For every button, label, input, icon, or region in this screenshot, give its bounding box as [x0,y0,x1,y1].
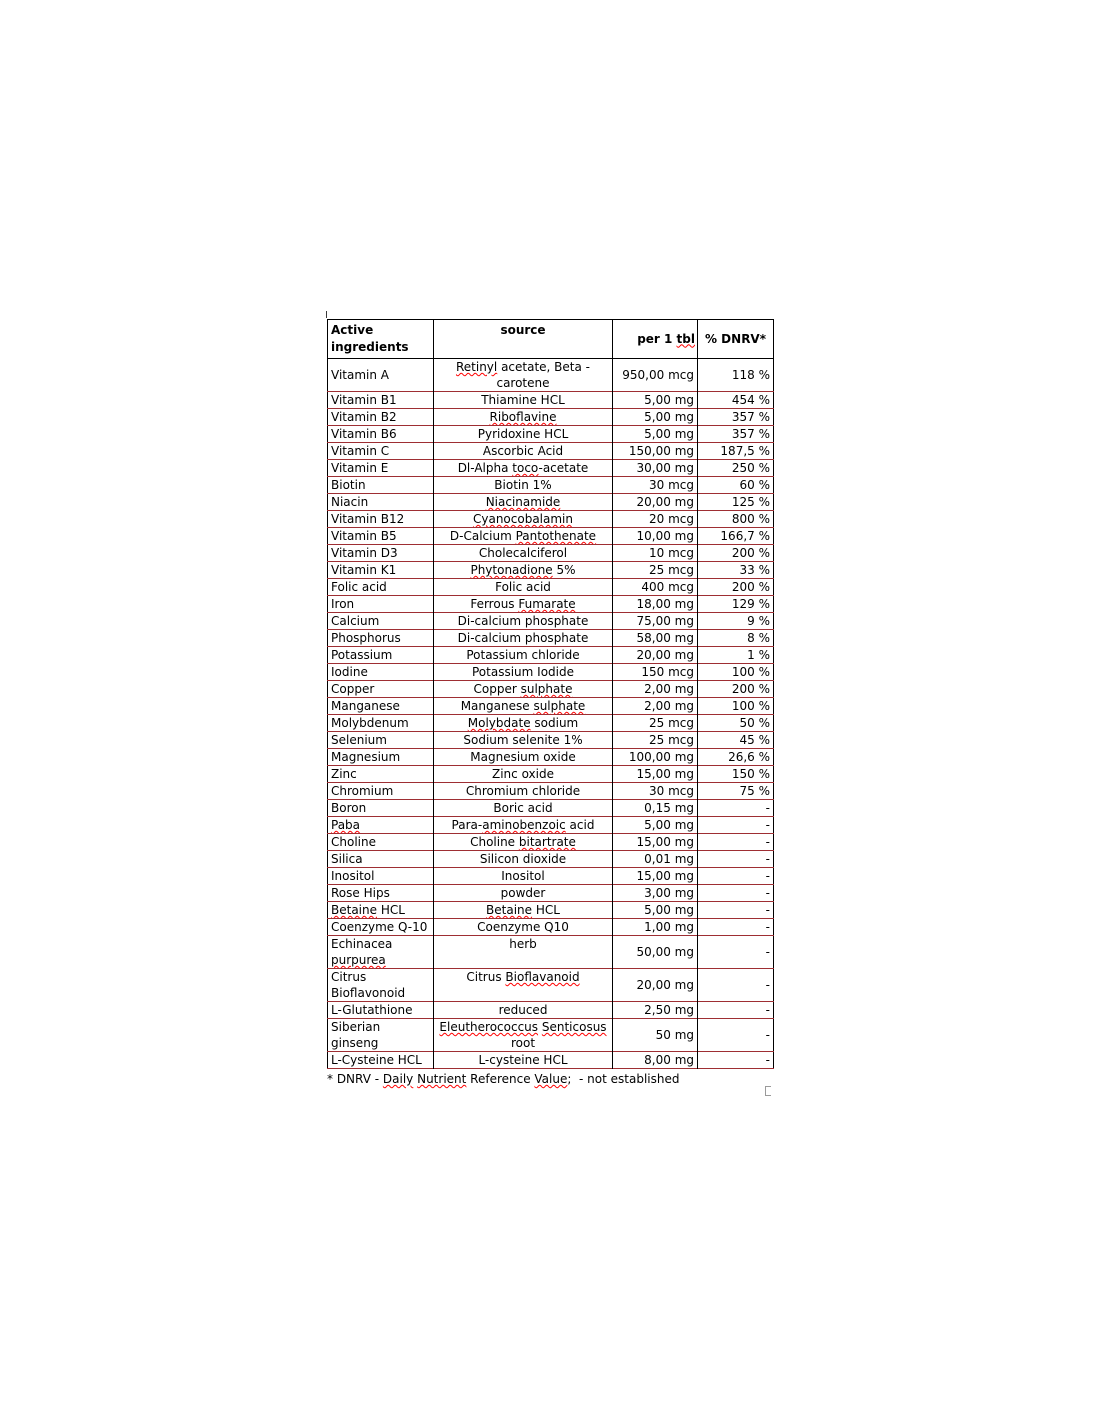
spellcheck-underline: Retinyl [455,360,498,374]
spellcheck-underline: Pantothenate [515,529,597,543]
source-cell: Choline bitartrate [434,834,613,851]
table-row [328,545,774,562]
ingredient-name-cell: Betaine HCL [331,903,405,917]
ingredient-name-cell [328,817,434,834]
source-cell: D-Calcium Pantothenate [434,528,613,545]
amount-cell: 20 mcg [613,511,698,528]
source-cell: Inositol [434,868,613,885]
spellcheck-underline: Senticosus [541,1020,607,1034]
source-cell: Zinc oxide [434,766,613,783]
dnrv-cell: - [698,851,774,868]
spellcheck-underline: Eleutherococcus [439,1020,539,1034]
table-row [328,885,774,902]
ingredient-name-cell: L-Glutathione [331,1003,413,1017]
source-cell [434,409,613,426]
ingredient-name-cell: Vitamin E [331,461,389,475]
ingredient-name-cell: Iron [331,597,355,611]
source-cell: Manganese sulphate [434,698,613,715]
source-cell: Potassium Iodide [434,664,613,681]
ingredient-name-cell: Vitamin B1 [331,393,397,407]
table-row [328,1052,774,1069]
source-cell: Chromium chloride [434,783,613,800]
dnrv-cell: - [698,936,774,969]
table-row [328,359,774,392]
amount-cell: 5,00 mg [613,426,698,443]
source-cell: Cholecalciferol [434,545,613,562]
table-row [328,817,774,834]
table-row [328,409,774,426]
source-cell [434,494,613,511]
table-row [328,511,774,528]
table-row [328,698,774,715]
source-cell: Di-calcium phosphate [434,613,613,630]
source-cell: Retinyl acetate, Beta - carotene [434,359,613,392]
ingredient-name-cell: Phosphorus [331,631,401,645]
amount-cell: 3,00 mg [613,885,698,902]
nutrition-table-sheet [327,319,773,1087]
dnrv-cell: 100 % [698,664,774,681]
nutrition-facts-table [327,319,774,1069]
spellcheck-underline: Daily [382,1072,414,1086]
dnrv-cell: - [698,885,774,902]
source-cell: Para-aminobenzoic acid [434,817,613,834]
amount-cell: 0,01 mg [613,851,698,868]
amount-cell: 30 mcg [613,783,698,800]
amount-cell: 150 mcg [613,664,698,681]
dnrv-cell: - [698,919,774,936]
spellcheck-underline: Betaine [331,903,377,917]
dnrv-cell: 200 % [698,579,774,596]
source-cell: Sodium selenite 1% [434,732,613,749]
table-row [328,1002,774,1019]
table-row [328,868,774,885]
amount-cell: 30,00 mg [613,460,698,477]
source-cell: Betaine HCL [434,902,613,919]
amount-cell: 1,00 mg [613,919,698,936]
source-cell: Silicon dioxide [434,851,613,868]
spellcheck-underline: Niacinamide [485,495,561,509]
table-row [328,919,774,936]
dnrv-cell: 200 % [698,545,774,562]
dnrv-cell: 118 % [698,359,774,392]
table-row [328,426,774,443]
amount-cell: 150,00 mg [613,443,698,460]
source-cell: Molybdate sodium [434,715,613,732]
table-header-row [328,320,774,359]
dnrv-cell: 454 % [698,392,774,409]
dnrv-cell: 357 % [698,426,774,443]
amount-cell: 20,00 mg [613,647,698,664]
spellcheck-underline: Nutrient [417,1072,467,1086]
amount-cell: 25 mcg [613,562,698,579]
header-percent-dnrv: % DNRV* [698,320,774,359]
ingredient-name-cell: Niacin [331,495,369,509]
dnrv-cell: 9 % [698,613,774,630]
table-row [328,528,774,545]
ingredient-name-cell: Vitamin B5 [331,529,397,543]
source-cell: Dl-Alpha toco-acetate [434,460,613,477]
spellcheck-underline: aminobenzoic [482,818,566,832]
ingredient-name-cell: Molybdenum [331,716,409,730]
source-cell: Boric acid [434,800,613,817]
table-row [328,494,774,511]
spellcheck-underline: bitartrate [518,835,576,849]
amount-cell: 2,00 mg [613,698,698,715]
source-cell: powder [434,885,613,902]
ingredient-name-cell: Calcium [331,614,380,628]
dnrv-cell: - [698,969,774,1002]
source-cell: Potassium chloride [434,647,613,664]
source-cell: Citrus Bioflavanoid [434,969,613,1002]
amount-cell: 25 mcg [613,715,698,732]
dnrv-cell: 166,7 % [698,528,774,545]
amount-cell: 8,00 mg [613,1052,698,1069]
amount-cell: 15,00 mg [613,868,698,885]
ingredient-name-cell: Citrus Bioflavonoid [331,970,406,1000]
spellcheck-underline: Betaine [486,903,533,917]
spellcheck-underline: Value [534,1072,568,1086]
table-row [328,783,774,800]
ingredient-name-cell: Selenium [331,733,387,747]
ingredient-name-cell: Zinc [331,767,357,781]
dnrv-cell: - [698,817,774,834]
dnrv-cell: - [698,902,774,919]
amount-cell: 18,00 mg [613,596,698,613]
source-cell: Coenzyme Q10 [434,919,613,936]
source-cell: Folic acid [434,579,613,596]
spellcheck-underline: sulphate [520,682,573,696]
table-row [328,477,774,494]
ingredient-name-cell: Echinacea purpurea [331,937,393,967]
ingredient-name-cell: Iodine [331,665,368,679]
table-row [328,443,774,460]
source-cell: reduced [434,1002,613,1019]
amount-cell: 50 mg [613,1019,698,1052]
table-row [328,460,774,477]
amount-cell: 400 mcg [613,579,698,596]
dnrv-cell: 8 % [698,630,774,647]
table-row [328,392,774,409]
table-row [328,834,774,851]
scan-artifact-tick [326,311,327,318]
table-row [328,902,774,919]
ingredient-name-cell: Silica [331,852,363,866]
dnrv-cell: - [698,1019,774,1052]
table-row [328,647,774,664]
amount-cell: 5,00 mg [613,817,698,834]
dnrv-cell: 60 % [698,477,774,494]
dnrv-cell: 250 % [698,460,774,477]
table-row [328,562,774,579]
amount-cell: 50,00 mg [613,936,698,969]
ingredient-name-cell: Manganese [331,699,400,713]
spellcheck-underline: Riboflavine [489,410,557,424]
table-row [328,800,774,817]
amount-cell: 10,00 mg [613,528,698,545]
ingredient-name-cell: Rose Hips [331,886,390,900]
amount-cell: 25 mcg [613,732,698,749]
table-row [328,579,774,596]
ingredient-name-cell: Siberian ginseng [331,1020,381,1050]
dnrv-cell: 125 % [698,494,774,511]
source-cell: Pyridoxine HCL [434,426,613,443]
amount-cell: 30 mcg [613,477,698,494]
spellcheck-underline: toco [512,461,539,475]
ingredient-name-cell: Choline [331,835,376,849]
amount-cell: 20,00 mg [613,494,698,511]
dnrv-cell: 200 % [698,681,774,698]
dnrv-cell: 45 % [698,732,774,749]
table-row [328,664,774,681]
source-cell: Ferrous Fumarate [434,596,613,613]
dnrv-cell: 357 % [698,409,774,426]
ingredient-name-cell: Vitamin B6 [331,427,397,441]
spellcheck-underline: purpurea [331,953,386,967]
dnrv-cell: - [698,800,774,817]
amount-cell: 15,00 mg [613,834,698,851]
source-cell: Thiamine HCL [434,392,613,409]
amount-cell: 75,00 mg [613,613,698,630]
spellcheck-underline: Cyanocobalamin [472,512,573,526]
table-row [328,936,774,969]
amount-cell: 15,00 mg [613,766,698,783]
table-row [328,749,774,766]
table-row [328,596,774,613]
amount-cell: 2,50 mg [613,1002,698,1019]
table-row [328,630,774,647]
source-cell: Phytonadione 5% [434,562,613,579]
amount-cell: 100,00 mg [613,749,698,766]
ingredient-name-cell: Vitamin A [331,368,389,382]
ingredient-name-cell: Inositol [331,869,375,883]
table-row [328,715,774,732]
dnrv-cell: 150 % [698,766,774,783]
ingredient-name-cell: Potassium [331,648,393,662]
dnrv-cell: 75 % [698,783,774,800]
source-cell: herb [434,936,613,969]
ingredient-name-cell: Vitamin C [331,444,390,458]
header-per-1-tbl: per 1 tbl [613,320,698,359]
ingredient-name-cell: Vitamin K1 [331,563,397,577]
header-active-ingredients: Active ingredients [328,320,434,359]
table-row [328,732,774,749]
amount-cell: 5,00 mg [613,409,698,426]
ingredient-name-cell: Chromium [331,784,394,798]
dnrv-cell: - [698,1002,774,1019]
table-row [328,613,774,630]
source-cell: Ascorbic Acid [434,443,613,460]
spellcheck-underline: sulphate [533,699,586,713]
spellcheck-underline: tbl [676,331,695,346]
table-row [328,851,774,868]
source-cell: Magnesium oxide [434,749,613,766]
dnrv-cell: 100 % [698,698,774,715]
spellcheck-underline: Bioflavanoid [505,970,580,984]
spellcheck-underline: Fumarate [518,597,576,611]
source-cell: Eleutherococcus Senticosus root [434,1019,613,1052]
amount-cell: 0,15 mg [613,800,698,817]
dnrv-cell: 26,6 % [698,749,774,766]
amount-cell: 5,00 mg [613,392,698,409]
table-row [328,766,774,783]
source-cell: Copper sulphate [434,681,613,698]
scan-artifact-bracket [765,1086,771,1096]
ingredient-name-cell: Vitamin B2 [331,410,397,424]
dnrv-cell: - [698,1052,774,1069]
dnrv-cell: - [698,834,774,851]
table-row [328,1019,774,1052]
ingredient-name-cell: Vitamin D3 [331,546,398,560]
source-cell: Di-calcium phosphate [434,630,613,647]
source-cell: Biotin 1% [434,477,613,494]
amount-cell: 20,00 mg [613,969,698,1002]
source-cell: L-cysteine HCL [434,1052,613,1069]
dnrv-cell: 1 % [698,647,774,664]
amount-cell: 2,00 mg [613,681,698,698]
amount-cell: 10 mcg [613,545,698,562]
spellcheck-underline: Phytonadione [470,563,553,577]
spellcheck-underline: Paba [331,818,361,832]
spellcheck-underline: Molybdate [467,716,531,730]
dnrv-cell: 800 % [698,511,774,528]
table-row [328,681,774,698]
ingredient-name-cell: Boron [331,801,367,815]
dnrv-cell: 129 % [698,596,774,613]
table-row [328,969,774,1002]
dnrv-cell: - [698,868,774,885]
ingredient-name-cell: Coenzyme Q-10 [331,920,428,934]
dnrv-cell: 50 % [698,715,774,732]
source-cell [434,511,613,528]
ingredient-name-cell: Vitamin B12 [331,512,405,526]
header-source: source [434,320,613,359]
ingredient-name-cell: Folic acid [331,580,387,594]
ingredient-name-cell: L-Cysteine HCL [331,1053,422,1067]
dnrv-cell: 187,5 % [698,443,774,460]
ingredient-name-cell: Biotin [331,478,366,492]
amount-cell: 5,00 mg [613,902,698,919]
ingredient-name-cell: Magnesium [331,750,401,764]
dnrv-cell: 33 % [698,562,774,579]
amount-cell: 950,00 mcg [613,359,698,392]
footnote: * DNRV - Daily Nutrient Reference Value; - not established [327,1072,680,1086]
ingredient-name-cell: Copper [331,682,375,696]
amount-cell: 58,00 mg [613,630,698,647]
